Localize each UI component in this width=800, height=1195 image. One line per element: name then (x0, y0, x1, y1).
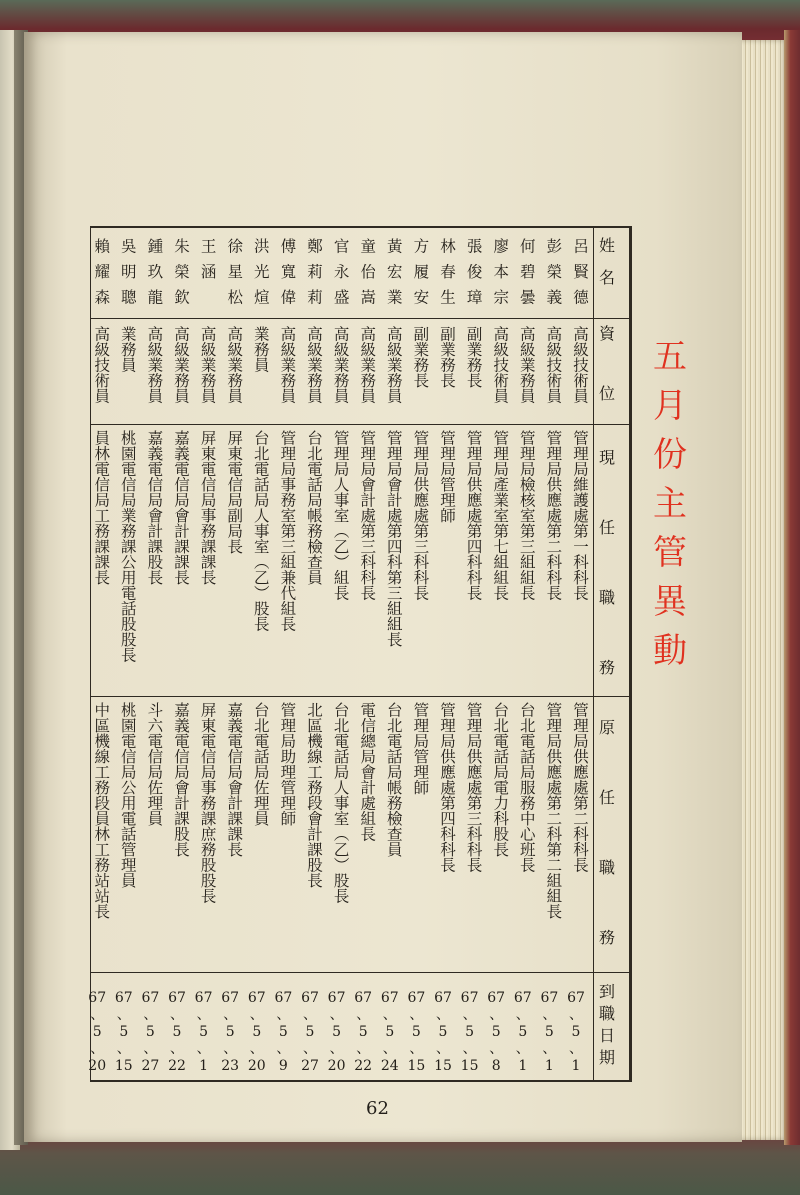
date-separator: 、 (303, 1041, 317, 1057)
cell-rank: 高級業務員 (225, 326, 244, 404)
date-part: 9 (278, 1058, 288, 1074)
date-separator: 、 (196, 1041, 211, 1057)
cell-date (113, 988, 135, 1076)
cell-current: 嘉義電信局會計課股長 (145, 430, 164, 585)
header-current (589, 450, 625, 730)
date-part: 5 (544, 1024, 554, 1040)
date-separator: 、 (569, 1007, 583, 1023)
date-separator: 、 (356, 1007, 371, 1023)
date-part: 15 (434, 1058, 452, 1074)
header-char: 名 (598, 268, 615, 287)
header-char: 資 (598, 324, 615, 343)
cell-rank: 業務員 (251, 326, 270, 373)
header-char: 務 (598, 928, 615, 947)
cell-name: 方履安 (411, 238, 430, 315)
cell-current: 管理局管理師 (438, 430, 456, 523)
cell-original: 中區機線工務段員林工務站站長 (92, 702, 111, 919)
cell-current: 管理局產業室第七組組長 (491, 430, 510, 601)
date-separator: 、 (249, 1041, 264, 1057)
cell-original: 管理局助理管理師 (278, 702, 297, 826)
cell-current: 管理局會計處第三科科長 (358, 430, 377, 601)
cell-current: 桃園電信局業務課公用電話股股長 (118, 430, 137, 663)
cell-original: 桃園電信局公用電話管理員 (118, 702, 137, 888)
cell-current: 員林電信局工務課課長 (92, 430, 111, 585)
date-part: 5 (571, 1024, 581, 1040)
date-part: 5 (199, 1024, 209, 1040)
date-part: 20 (88, 1058, 107, 1074)
header-char: 位 (598, 384, 615, 403)
cell-rank: 高級業務員 (331, 326, 350, 404)
date-part: 67 (354, 990, 373, 1006)
cell-original: 管理局管理師 (411, 702, 430, 795)
cell-rank: 高級業務員 (198, 326, 217, 404)
date-part: 67 (88, 990, 107, 1006)
date-part: 67 (168, 990, 186, 1006)
date-part: 22 (168, 1058, 186, 1074)
date-part: 67 (434, 990, 452, 1006)
cell-original: 台北電話局佐理員 (251, 702, 270, 826)
date-separator: 、 (90, 1007, 105, 1023)
cell-current: 管理局人事室（乙）組長 (331, 430, 350, 601)
date-separator: 、 (436, 1041, 450, 1057)
date-part: 5 (92, 1024, 102, 1040)
cell-rank: 副業務長 (411, 326, 430, 388)
date-part: 5 (411, 1024, 421, 1040)
cell-date (379, 988, 401, 1076)
header-char: 到 (598, 982, 615, 1001)
cell-name: 呂賢德 (571, 238, 589, 315)
header-char: 現 (598, 448, 615, 467)
date-part: 67 (513, 990, 532, 1006)
cell-original: 嘉義電信局會計課股長 (172, 702, 190, 857)
date-separator: 、 (462, 1007, 477, 1023)
cell-original: 屏東電信局事務課庶務股股長 (198, 702, 217, 904)
cell-original: 電信總局會計處組長 (358, 702, 377, 842)
date-separator: 、 (249, 1007, 264, 1023)
date-part: 67 (247, 990, 266, 1006)
date-separator: 、 (276, 1041, 291, 1057)
cell-current: 屏東電信局副局長 (225, 430, 244, 554)
header-char: 任 (598, 788, 615, 807)
date-separator: 、 (409, 1007, 424, 1023)
cell-date (86, 988, 108, 1076)
date-separator: 、 (542, 1041, 557, 1057)
cell-date (352, 988, 374, 1076)
date-part: 24 (380, 1058, 399, 1074)
page-stack-edges (738, 40, 788, 1140)
cell-current: 管理局供應處第三科科長 (411, 430, 430, 601)
date-part: 67 (540, 990, 559, 1006)
cell-name: 吳明聰 (118, 238, 137, 315)
cell-date (219, 988, 241, 1076)
cell-rank: 高級業務員 (145, 326, 164, 404)
cell-original: 台北電話局帳務檢查員 (384, 702, 403, 857)
cell-date (565, 988, 587, 1076)
cell-date (405, 988, 427, 1076)
date-part: 1 (199, 1058, 209, 1074)
header-char: 務 (598, 658, 615, 677)
table-rule (91, 424, 629, 425)
date-part: 1 (571, 1058, 581, 1074)
cell-name: 王涵 (198, 238, 217, 289)
date-separator: 、 (542, 1007, 557, 1023)
date-part: 5 (119, 1024, 129, 1040)
cell-name: 官永盛 (331, 238, 350, 315)
date-part: 5 (491, 1024, 501, 1040)
date-part: 67 (274, 990, 293, 1006)
cell-name: 鄭莉莉 (305, 238, 323, 315)
cell-name: 鍾玖龍 (145, 238, 164, 315)
page-number: 62 (366, 1098, 389, 1119)
cell-name: 童佁嵩 (358, 238, 377, 315)
cell-current: 台北電話局帳務檢查員 (305, 430, 323, 585)
cell-rank: 高級業務員 (278, 326, 297, 404)
title-char: 管 (653, 533, 687, 573)
cell-original: 管理局供應處第二科科長 (571, 702, 589, 873)
header-char: 原 (598, 718, 615, 737)
table-rule (91, 318, 629, 319)
title-char: 主 (653, 484, 687, 524)
cell-current: 管理局供應處第二科科長 (544, 430, 563, 601)
cell-name: 朱榮欽 (172, 238, 190, 315)
date-separator: 、 (462, 1041, 477, 1057)
date-part: 67 (221, 990, 240, 1006)
cell-rank: 副業務長 (464, 326, 483, 388)
date-part: 67 (487, 990, 506, 1006)
date-part: 20 (247, 1058, 266, 1074)
cell-rank: 業務員 (118, 326, 137, 373)
date-part: 67 (301, 990, 319, 1006)
date-part: 5 (518, 1024, 528, 1040)
date-part: 27 (141, 1058, 160, 1074)
header-name (589, 238, 625, 302)
cell-rank: 高級技術員 (92, 326, 111, 404)
cell-name: 廖本宗 (491, 238, 510, 315)
cell-rank: 高級技術員 (491, 326, 510, 404)
date-part: 5 (465, 1024, 475, 1040)
cell-original: 北區機線工務段會計課股長 (305, 702, 323, 888)
date-separator: 、 (569, 1041, 583, 1057)
date-part: 20 (327, 1058, 346, 1074)
cell-date (459, 988, 481, 1076)
date-part: 5 (252, 1024, 262, 1040)
date-part: 67 (114, 990, 133, 1006)
date-part: 5 (438, 1024, 448, 1040)
cell-date (246, 988, 268, 1076)
cell-original: 管理局供應處第二科第二組組長 (544, 702, 563, 919)
cell-rank: 高級業務員 (305, 326, 323, 404)
date-part: 67 (327, 990, 346, 1006)
book-cover-rim (784, 30, 800, 1145)
date-separator: 、 (170, 1041, 184, 1057)
cell-date (299, 988, 321, 1076)
cell-current: 管理局檢核室第三組組長 (517, 430, 536, 601)
cell-name: 彭榮義 (544, 238, 563, 315)
date-part: 8 (491, 1058, 501, 1074)
date-separator: 、 (356, 1041, 371, 1057)
date-part: 5 (225, 1024, 235, 1040)
date-separator: 、 (116, 1041, 131, 1057)
cell-rank: 高級技術員 (571, 326, 589, 404)
date-separator: 、 (382, 1041, 397, 1057)
date-part: 5 (172, 1024, 182, 1040)
cell-current: 管理局供應處第四科科長 (464, 430, 483, 601)
cell-rank: 副業務長 (438, 326, 456, 388)
section-title (646, 337, 694, 671)
cell-current: 台北電話局人事室（乙）股長 (251, 430, 270, 632)
cell-original: 台北電話局服務中心班長 (517, 702, 536, 873)
date-part: 67 (407, 990, 426, 1006)
header-char: 期 (598, 1048, 615, 1067)
date-separator: 、 (170, 1007, 184, 1023)
cell-name: 洪光煊 (251, 238, 270, 315)
date-separator: 、 (90, 1041, 105, 1057)
date-part: 1 (518, 1058, 528, 1074)
date-separator: 、 (276, 1007, 291, 1023)
date-part: 5 (358, 1024, 368, 1040)
date-part: 67 (141, 990, 160, 1006)
personnel-table (90, 226, 632, 1082)
date-separator: 、 (143, 1007, 158, 1023)
cell-name: 傅寬偉 (278, 238, 297, 315)
header-rank (589, 326, 625, 446)
header-char: 日 (598, 1026, 615, 1045)
cell-current: 管理局會計處第四科第三組組長 (384, 430, 403, 647)
document-page (24, 32, 742, 1142)
date-part: 67 (194, 990, 213, 1006)
table-rule (91, 696, 629, 697)
cell-rank: 高級業務員 (172, 326, 190, 404)
date-part: 67 (380, 990, 399, 1006)
title-char: 月 (653, 386, 687, 426)
cell-date (485, 988, 507, 1076)
date-part: 22 (354, 1058, 373, 1074)
cell-original: 台北電話局人事室（乙）股長 (331, 702, 350, 904)
title-char: 動 (653, 631, 687, 671)
date-separator: 、 (382, 1007, 397, 1023)
title-char: 五 (653, 337, 687, 377)
cell-date (512, 988, 534, 1076)
title-char: 份 (653, 435, 687, 475)
header-date (589, 984, 625, 1072)
date-separator: 、 (489, 1041, 504, 1057)
cell-date (166, 988, 188, 1076)
date-separator: 、 (409, 1041, 424, 1057)
cell-original: 管理局供應處第四科科長 (438, 702, 456, 873)
date-part: 5 (278, 1024, 288, 1040)
date-separator: 、 (223, 1007, 238, 1023)
cell-name: 何碧曇 (517, 238, 536, 315)
cell-date (272, 988, 294, 1076)
cell-current: 管理局維護處第一科科長 (571, 430, 589, 601)
cell-current: 管理局事務室第三組兼代組長 (278, 430, 297, 632)
date-part: 23 (221, 1058, 240, 1074)
date-separator: 、 (515, 1041, 530, 1057)
date-separator: 、 (223, 1041, 238, 1057)
date-part: 5 (305, 1024, 315, 1040)
cell-name: 張俊璋 (464, 238, 483, 315)
title-char: 異 (653, 582, 687, 622)
date-part: 1 (544, 1058, 554, 1074)
date-part: 5 (385, 1024, 395, 1040)
cell-rank: 高級業務員 (384, 326, 403, 404)
date-separator: 、 (436, 1007, 450, 1023)
cell-name: 林春生 (438, 238, 456, 315)
date-separator: 、 (329, 1007, 344, 1023)
cell-original: 斗六電信局佐理員 (145, 702, 164, 826)
cell-name: 賴耀森 (92, 238, 111, 315)
date-separator: 、 (489, 1007, 504, 1023)
cell-name: 徐星松 (225, 238, 244, 315)
header-char: 職 (598, 588, 615, 607)
header-char: 姓 (598, 236, 615, 255)
cell-date (538, 988, 560, 1076)
date-separator: 、 (515, 1007, 530, 1023)
cell-original: 管理局供應處第三科科長 (464, 702, 483, 873)
date-part: 67 (460, 990, 479, 1006)
date-part: 15 (407, 1058, 426, 1074)
date-part: 15 (460, 1058, 479, 1074)
header-original (589, 720, 625, 1000)
cell-current: 屏東電信局事務課課長 (198, 430, 217, 585)
header-char: 職 (598, 858, 615, 877)
table-rule (91, 972, 629, 973)
date-part: 67 (567, 990, 585, 1006)
cell-date (193, 988, 215, 1076)
date-part: 27 (301, 1058, 319, 1074)
date-separator: 、 (143, 1041, 158, 1057)
cell-rank: 高級業務員 (358, 326, 377, 404)
header-char: 職 (598, 1004, 615, 1023)
cell-current: 嘉義電信局會計課課長 (172, 430, 190, 585)
cell-rank: 高級業務員 (517, 326, 536, 404)
cell-original: 嘉義電信局會計課課長 (225, 702, 244, 857)
date-separator: 、 (329, 1041, 344, 1057)
cell-date (139, 988, 161, 1076)
date-part: 5 (145, 1024, 155, 1040)
date-separator: 、 (116, 1007, 131, 1023)
cell-date (432, 988, 454, 1076)
date-part: 15 (114, 1058, 133, 1074)
header-char: 任 (598, 518, 615, 537)
cell-rank: 高級技術員 (544, 326, 563, 404)
date-separator: 、 (196, 1007, 211, 1023)
cell-name: 黃宏業 (384, 238, 403, 315)
date-part: 5 (332, 1024, 342, 1040)
date-separator: 、 (303, 1007, 317, 1023)
cell-date (326, 988, 348, 1076)
cell-original: 台北電話局電力科股長 (491, 702, 510, 857)
